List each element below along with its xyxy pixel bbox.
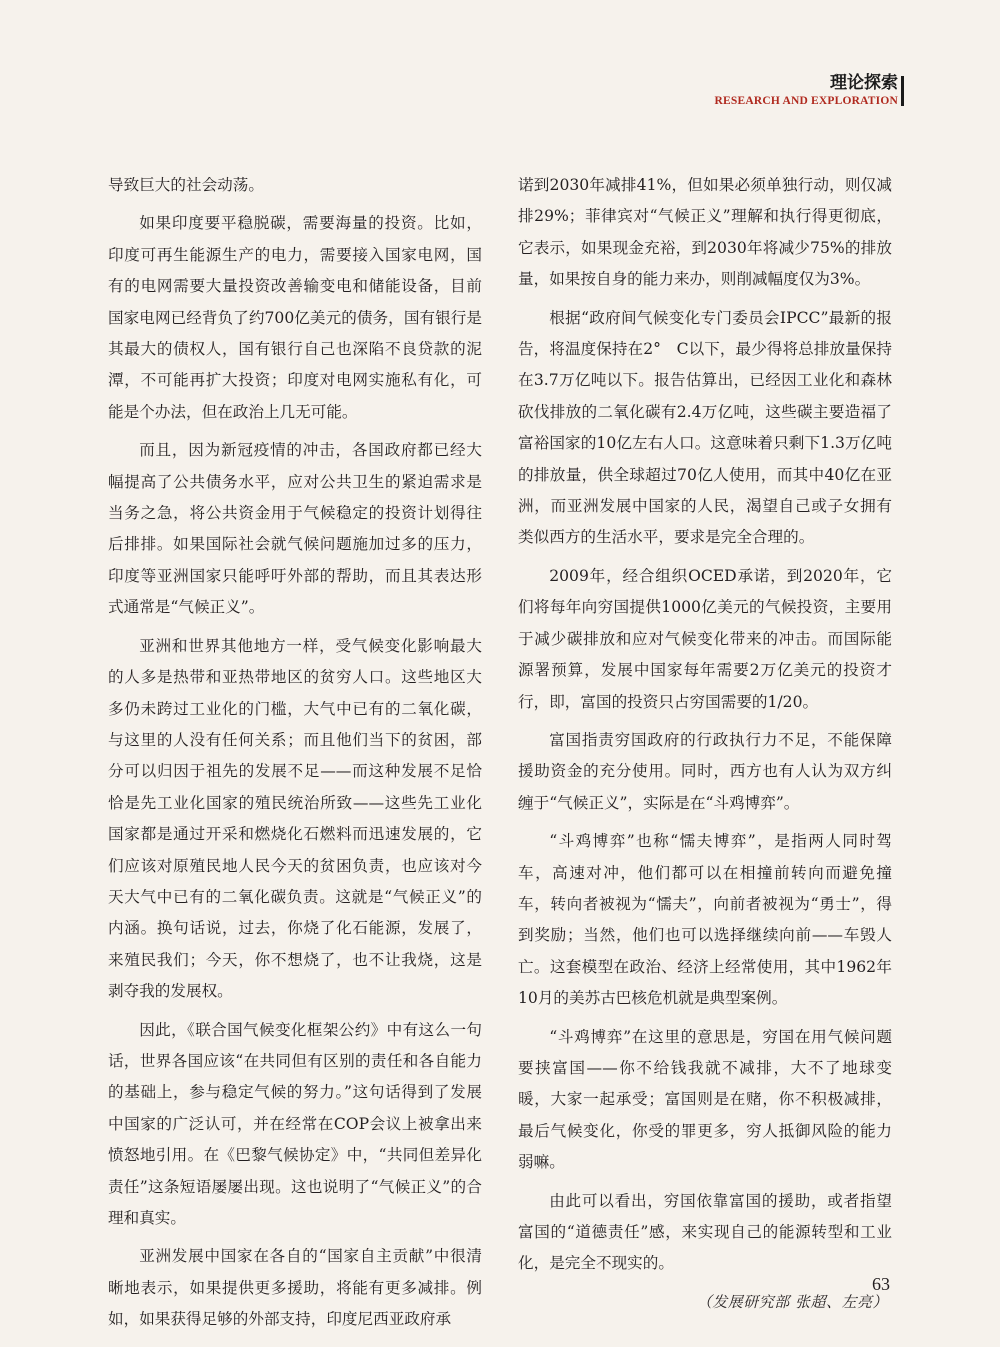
paragraph: 根据“政府间气候变化专门委员会IPCC”最新的报告，将温度保持在2° C以下，最少得将总排放量保持在3.7万亿吨以下。报告估算出，已经因工业化和森林砍伐排放的二氧化碳有2.4万亿吨，这些碳主要造福了富裕国家的10亿左右人口。这意味着只剩下1.3万亿吨的排放量，供全球超过70亿人使用，而其中40亿在亚洲，而亚洲发展中国家的人民，渴望自己或子女拥有类似西方的生活水平，要求是完全合理的。 <box>518 308 892 547</box>
section-title-en: RESEARCH AND EXPLORATION <box>714 95 898 107</box>
page-number: 63 <box>872 1274 890 1294</box>
section-title-cn: 理论探索 <box>830 73 898 93</box>
paragraph: 因此，《联合国气候变化框架公约》中有这么一句话，世界各国应该“在共同但有区别的责任和各自能力的基础上，参与稳定气候的努力。”这句话得到了发展中国家的广泛认可，并在经常在COP会议上被拿出来愤怒地引用。在《巴黎气候协定》中，“共同但差异化责任”这条短语屡屡出现。这也说明了“气候正义”的合理和真实。 <box>108 1020 482 1227</box>
right-column <box>518 170 892 1325</box>
paragraph: 2009年，经合组织OCED承诺，到2020年，它们将每年向穷国提供1000亿美元的气候投资，主要用于减少碳排放和应对气候变化带来的冲击。而国际能源署预算，发展中国家每年需要2万亿美元的投资才行，即，富国的投资只占穷国需要的1/20。 <box>518 566 892 711</box>
paragraph: 导致巨大的社会动荡。 <box>108 176 264 194</box>
section-header <box>715 72 899 108</box>
author-byline: （发展研究部 张超、左亮） <box>696 1292 888 1311</box>
paragraph: 亚洲和世界其他地方一样，受气候变化影响最大的人多是热带和亚热带地区的贫穷人口。这些地区大多仍未跨过工业化的门槛，大气中已有的二氧化碳，与这里的人没有任何关系；而且他们当下的贫困，部分可以归因于祖先的发展不足——而这种发展不足恰恰是先工业化国家的殖民统治所致——这些先工业化国家都是通过开采和燃烧化石燃料而迅速发展的，它们应该对原殖民地人民今天的贫困负责，也应该对今天大气中已有的二氧化碳负责。这就是“气候正义”的内涵。换句话说，过去，你烧了化石能源，发展了，来殖民我们；今天，你不想烧了，也不让我烧，这是剥夺我的发展权。 <box>108 636 482 1001</box>
paragraph: “斗鸡博弈”也称“懦夫博弈”，是指两人同时驾车，高速对冲，他们都可以在相撞前转向而避免撞车，转向者被视为“懦夫”，向前者被视为“勇士”，得到奖励；当然，他们也可以选择继续向前——车毁人亡。这套模型在政治、经济上经常使用，其中1962年10月的美苏古巴核危机就是典型案例。 <box>518 832 892 1008</box>
paragraph: 如果印度要平稳脱碳，需要海量的投资。比如，印度可再生能源生产的电力，需要接入国家电网，国有的电网需要大量投资改善输变电和储能设备，目前国家电网已经背负了约700亿美元的债务，国有银行是其最大的债权人，国有银行自己也深陷不良贷款的泥潭，不可能再扩大投资；印度对电网实施私有化，可能是个办法，但在政治上几无可能。 <box>108 214 482 421</box>
paragraph: “斗鸡博弈”在这里的意思是，穷国在用气候问题要挟富国——你不给钱我就不减排，大不了地球变暖，大家一起承受；富国则是在赌，你不积极减排，最后气候变化，你受的罪更多，穷人抵御风险的能力弱嘛。 <box>518 1027 892 1172</box>
paragraph: 富国指责穷国政府的行政执行力不足，不能保障援助资金的充分使用。同时，西方也有人认为双方纠缠于“气候正义”，实际是在“斗鸡博弈”。 <box>518 730 892 812</box>
paragraph: 而且，因为新冠疫情的冲击，各国政府都已经大幅提高了公共债务水平，应对公共卫生的紧迫需求是当务之急，将公共资金用于气候稳定的投资计划得往后排排。如果国际社会就气候问题施加过多的压力，印度等亚洲国家只能呼吁外部的帮助，而且其表达形式通常是“气候正义”。 <box>108 441 482 617</box>
paragraph: 由此可以看出，穷国依靠富国的援助，或者指望富国的“道德责任”感，来实现自己的能源转型和工业化，是完全不现实的。 <box>518 1191 892 1273</box>
paragraph: 亚洲发展中国家在各自的“国家自主贡献”中很清晰地表示，如果提供更多援助，将能有更多减排。例如，如果获得足够的外部支持，印度尼西亚政府承 <box>108 1247 482 1329</box>
left-column <box>108 170 482 1343</box>
paragraph: 诺到2030年减排41%，但如果必须单独行动，则仅减排29%；菲律宾对“气候正义”理解和执行得更彻底，它表示，如果现金充裕，到2030年将减少75%的排放量，如果按自身的能力来办，则削减幅度仅为3%。 <box>518 176 892 289</box>
header-divider <box>901 76 904 106</box>
